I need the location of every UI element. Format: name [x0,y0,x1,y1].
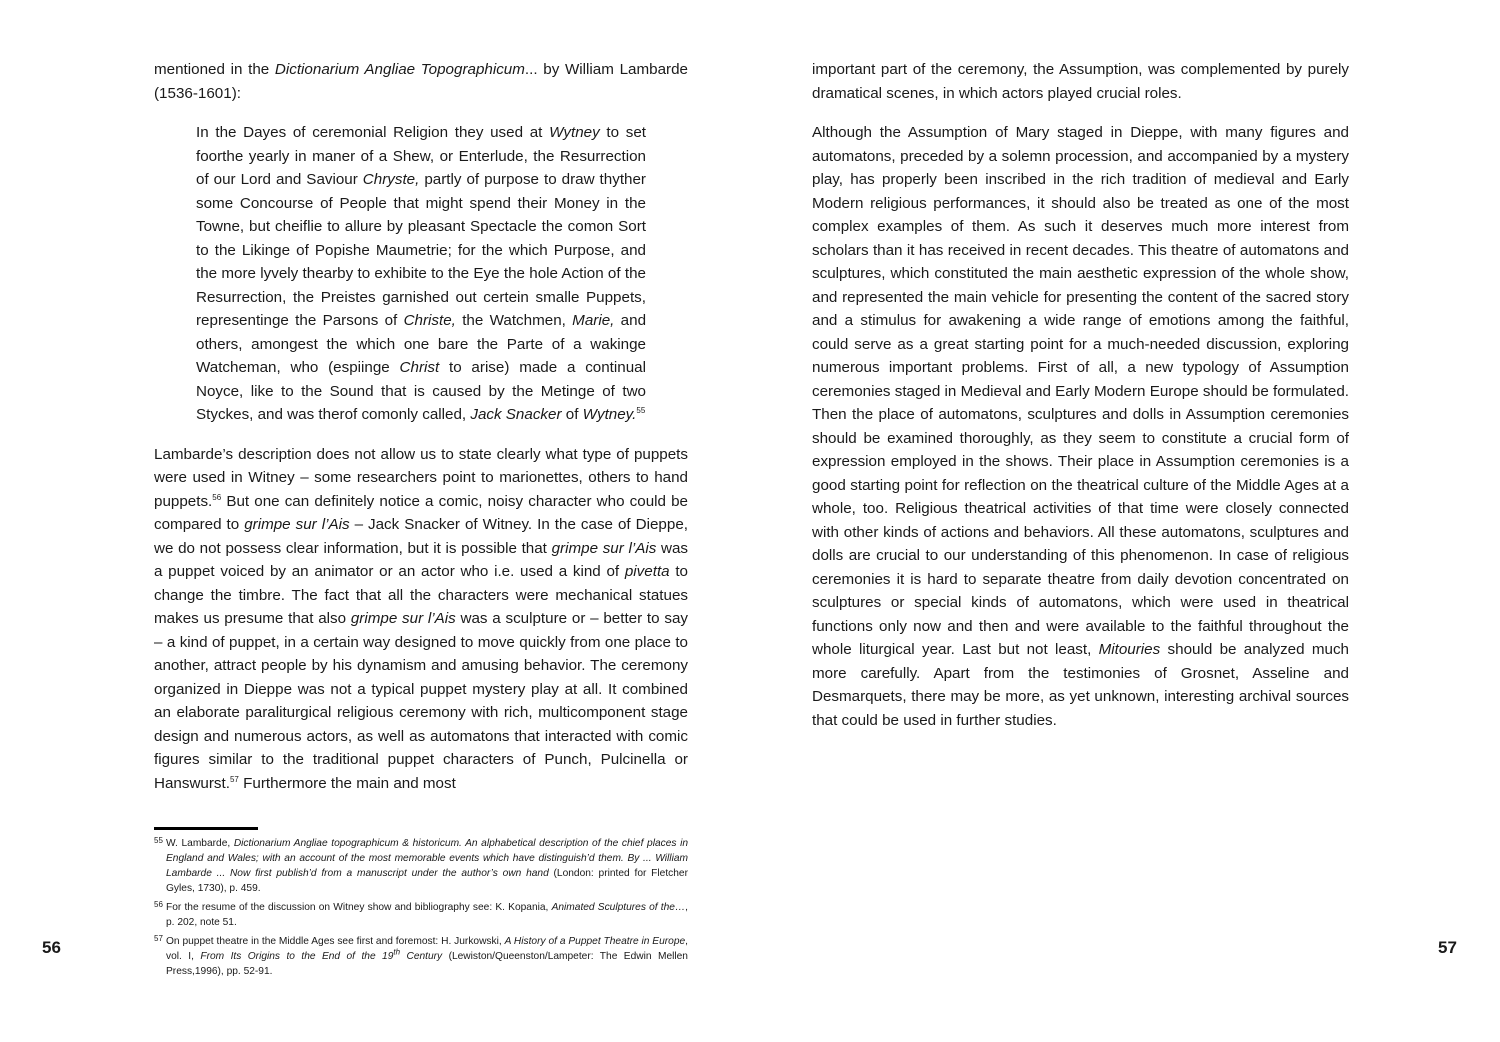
text-run: was a puppet voiced by an animator or an actor who i.e. used a kind of [154,539,689,580]
page-number-right: 57 [1438,938,1457,957]
italic-text: grimpe sur l’Ais [244,516,350,533]
text-run: ... by William Lambarde (1536-1601): [154,61,688,102]
footnotes [154,836,688,983]
text-run: , p. 202, note 51. [166,902,688,928]
italic-text: Wytney [549,124,600,141]
footnote-number: 56 [154,900,163,909]
left-page [154,58,688,795]
footnote-55 [154,836,688,896]
italic-text: grimpe sur l’Ais [350,610,456,627]
text-run: to set foorthe yearly in maner of a Shew, or Enterlude, the Resurrection of our Lord and Saviour [196,124,647,188]
italic-text: Mitouries [1098,641,1161,658]
text-run: mentioned in the [154,61,275,78]
text-run: to change the timbre. The fact that all the characters were mechanical statues makes us presume that also [154,563,688,627]
left-main-paragraph [154,443,688,796]
italic-text: pivetta [624,563,670,580]
italic-text: Marie, [572,312,615,329]
text-run: to arise) made a continual Noyce, like to the Sound that is caused by the Metinge of two Styckes, and was therof comonly called, [196,359,646,423]
text-run: W. Lambarde, [166,838,234,849]
right-paragraph-2 [812,121,1349,732]
italic-text: From Its Origins to the End of the 19 [200,951,394,962]
footnote-ref: 56 [212,492,222,502]
text-run: , vol. I, [166,936,688,962]
text-run: was a sculpture or – better to say – a kind of puppet, in a certain way designed to move quickly from one place to another, attract people by his dynamism and amusing behavior. The ceremony organized in Dieppe was not a typical puppet mystery play at all. It combined an elaborate paraliturgical religious ceremony with rich, multicomponent stage design and numerous actors, as well as automatons that interacted with comic figures similar to the traditional puppet characters of Punch, Pulcinella or Hanswurst. [154,610,688,792]
page-number-left: 56 [42,938,61,957]
italic-text: Dictionarium Angliae Topographicum [274,61,525,78]
italic-text: grimpe sur l’Ais [551,539,657,557]
italic-text: Jack Snacker [470,406,562,423]
footnote-text [166,838,688,894]
text-run: should be analyzed much more carefully. Apart from the testimonies of Grosnet, Asseline and Desmarquets, there may be more, as yet unknown, interesting archival sources that could be used in further studies. [812,641,1349,729]
footnote-number: 57 [154,934,163,943]
text-run: Although the Assumption of Mary staged in Dieppe, with many figures and automatons, preceded by a solemn procession, and accompanied by a mystery play, has properly been inscribed in the rich tradition of medieval and Early Modern religious performances, it should also be treated as one of the most complex examples of them. As such it deserves much more interest from scholars than it has received in recent decades. This theatre of automatons and sculptures, which constituted the main aesthetic expression of the whole show, and represented the main vehicle for presenting the content of the sacred story and a stimulus for awakening a wide range of emotions among the faithful, could serve as a great starting point for a much-needed discussion, exploring numerous important problems. First of all, a new typology of Assumption ceremonies staged in Medieval and Early Modern Europe should be formulated. Then the place of automatons, sculptures and dolls in Assumption ceremonies should be examined thoroughly, as they seem to constitute a crucial form of expression employed in the shows. Their place in Assumption ceremonies is a good starting point for reflection on the theatrical culture of the Middle Ages at a whole, too. Religious theatrical activities of that time were closely connected with other kinds of actions and behaviors. All these automatons, sculptures and dolls are crucial to our understanding of this phenomenon. In case of religious ceremonies it is hard to separate theatre from daily devotion concentrated on sculptures or special kinds of automatons, which were used in theatrical functions only now and then and were available to the faithful throughout the whole liturgical year. Last but not least, [812,124,1349,658]
footnote-text [166,936,688,977]
right-page [812,58,1349,732]
right-paragraph-1 [812,58,1349,105]
text-run: of [561,406,583,423]
text-run: For the resume of the discussion on Witney show and bibliography see: K. Kopania, [166,902,552,913]
text-run: Furthermore the main and most [238,774,456,792]
text-run: On puppet theatre in the Middle Ages see first and foremost: H. Jurkowski, [166,936,505,947]
italic-text: Century [400,951,443,962]
text-run: important part of the ceremony, the Assumption, was complemented by purely dramatical scenes, in which actors played crucial roles. [812,61,1349,102]
footnote-57 [154,934,688,979]
text-run: (London: printed for Fletcher Gyles, 1730), p. 459. [166,868,688,894]
text-run: (Lewiston/Queenston/Lampeter: The Edwin Mellen Press,1996), pp. 52-91. [166,951,688,977]
footnote-number: 55 [154,836,163,845]
text-run: partly of purpose to draw thyther some Concourse of People that might spend their Money in the Towne, but cheiflie to allure by pleasant Spectacle the comon Sort to the Likinge of Popishe Maumetrie; for the which Purpose, and the more lyvely thearby to exhibite to the Eye the hole Action of the Resurrection, the Preistes garnished out certein smalle Puppets, representinge the Parsons of [196,171,646,329]
italic-text: Wytney. [582,406,637,423]
italic-text: A History of a Puppet Theatre in Europe [504,936,686,947]
text-run: the Watchmen, [455,312,573,329]
text-run: and others, amongest the which one bare the Parte of a wakinge Watcheman, who (espiinge [196,312,647,376]
footnote-ref: th [393,947,401,957]
footnote-56 [154,900,688,930]
italic-text: Chryste, [362,171,420,188]
footnote-text [166,902,688,928]
text-run: Lambarde’s description does not allow us to state clearly what type of puppets were used in Witney – some researchers point to marionettes, others to hand puppets. [154,445,688,510]
text-run: – Jack Snacker of Witney. In the case of Dieppe, we do not possess clear information, but it is possible that [154,516,688,557]
italic-text: Dictionarium Angliae topographicum & historicum. An alphabetical description of the chief places in England and Wales; with an account of the most memorable events which have distinguish’d them. By ... William Lambarde ... Now first publish’d from a manuscript under the author’s own hand [166,838,689,879]
footnote-ref: 55 [636,405,646,415]
footnote-separator [154,827,258,830]
left-intro-paragraph [154,58,688,105]
text-run: But one can definitely notice a comic, noisy character who could be compared to [154,492,688,533]
footnote-ref: 57 [229,774,239,784]
text-run: In the Dayes of ceremonial Religion they used at [196,124,550,141]
italic-text: Christ [399,359,440,376]
italic-text: Christe, [403,312,456,329]
lambarde-block-quote [154,121,688,427]
italic-text: Animated Sculptures of the… [551,902,686,913]
